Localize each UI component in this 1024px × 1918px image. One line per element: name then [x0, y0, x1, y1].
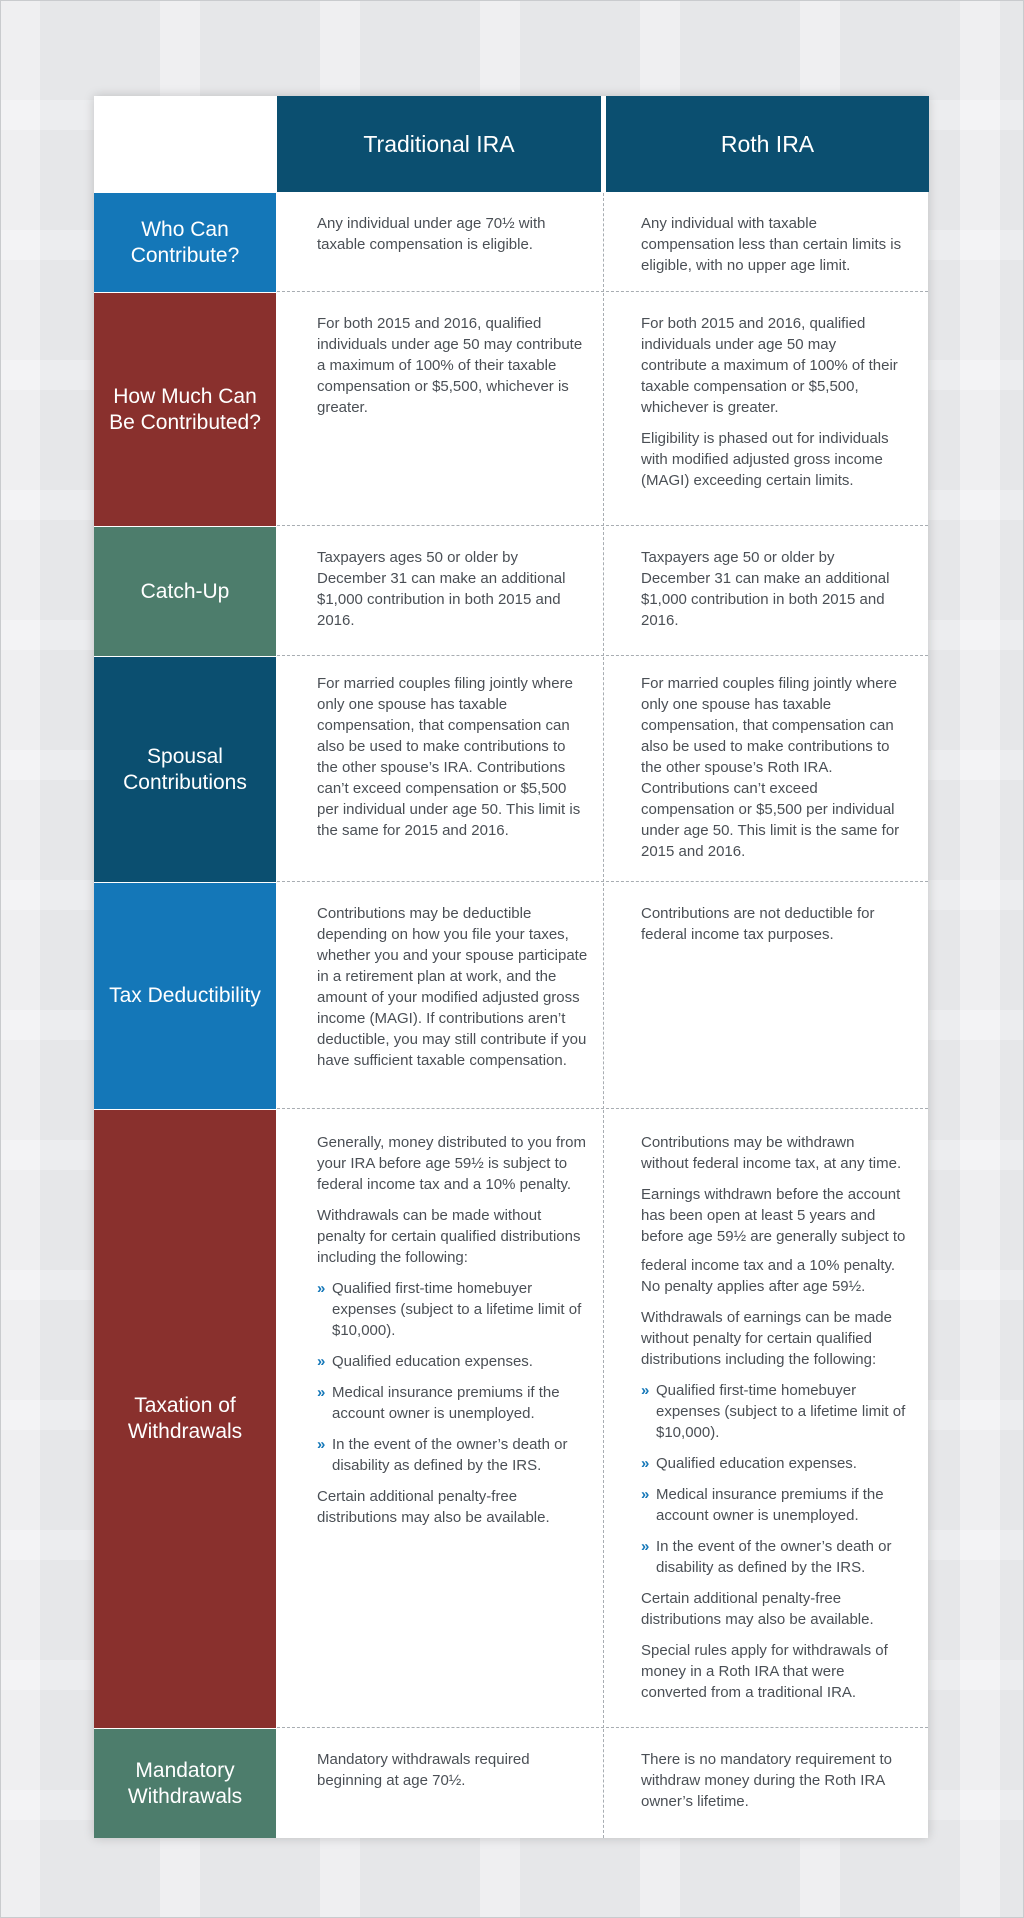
- chevron-right-icon: »: [317, 1353, 326, 1370]
- cell-roth: [605, 1729, 928, 1838]
- cell-text: There is no mandatory requirement to withdraw money during the Roth IRA owner’s lifetime.: [641, 1751, 892, 1810]
- cell-traditional: [277, 193, 604, 292]
- chevron-right-icon: »: [317, 1436, 326, 1453]
- cell-traditional: [277, 883, 604, 1109]
- cell-roth: [605, 657, 928, 882]
- row-label: Spousal Contributions: [94, 657, 276, 882]
- cell-text: Contributions are not deductible for federal income tax purposes.: [641, 905, 875, 943]
- row-label: How Much Can Be Contributed?: [94, 293, 276, 526]
- column-header-roth: Roth IRA: [606, 96, 929, 192]
- cell-text: For both 2015 and 2016, qualified individuals under age 50 may contribute a maximum of 100% of their taxable compensation or $5,500, whichever is greater.: [317, 315, 583, 416]
- cell-text: Earnings withdrawn before the account has been open at least 5 years and before age 59½ are generally subject to: [641, 1186, 906, 1245]
- cell-text: Any individual with taxable compensation less than certain limits is eligible, with no upper age limit.: [641, 215, 902, 274]
- list-item: » Qualified education expenses.: [641, 1455, 857, 1472]
- cell-text: Withdrawals can be made without penalty for certain qualified distributions including the following:: [317, 1207, 581, 1266]
- cell-traditional: [277, 657, 604, 882]
- cell-text: Special rules apply for withdrawals of money in a Roth IRA that were converted from a traditional IRA.: [641, 1642, 888, 1701]
- chevron-right-icon: »: [641, 1455, 650, 1472]
- row-label: Tax Deductibility: [94, 883, 276, 1109]
- bullet-list: [641, 1380, 906, 1578]
- cell-text: federal income tax and a 10% penalty. No penalty applies after age 59½.: [641, 1257, 896, 1295]
- row-divider: [277, 881, 928, 882]
- list-item: » In the event of the owner’s death or disability as defined by the IRS.: [641, 1538, 892, 1576]
- bullet-list: [317, 1278, 590, 1476]
- cell-roth: [605, 527, 928, 656]
- row-label: Who Can Contribute?: [94, 193, 276, 292]
- row-divider: [277, 525, 928, 526]
- cell-text: Contributions may be deductible depending on how you file your taxes, whether you and your spouse participate in a retirement plan at work, and the amount of your modified adjusted gross income (MAGI). If contributions aren’t deductible, you may still contribute if you have sufficient taxable compensation.: [317, 905, 588, 1069]
- cell-text: Any individual under age 70½ with taxable compensation is eligible.: [317, 215, 546, 253]
- chevron-right-icon: »: [641, 1486, 650, 1503]
- cell-roth: [605, 293, 928, 526]
- table-row-who-can-contribute: [94, 193, 928, 292]
- cell-traditional: [277, 527, 604, 656]
- row-divider: [277, 655, 928, 656]
- cell-text: Withdrawals of earnings can be made without penalty for certain qualified distributions including the following:: [641, 1309, 892, 1368]
- cell-traditional: [277, 1110, 604, 1728]
- chevron-right-icon: »: [317, 1280, 326, 1297]
- row-divider: [277, 1108, 928, 1109]
- row-divider: [277, 291, 928, 292]
- cell-text: Certain additional penalty-free distributions may also be available.: [317, 1488, 550, 1526]
- cell-text: Taxpayers ages 50 or older by December 31 can make an additional $1,000 contribution in both 2015 and 2016.: [317, 549, 566, 629]
- table-row-tax-deductibility: [94, 883, 928, 1109]
- cell-text: For both 2015 and 2016, qualified individuals under age 50 may contribute a maximum of 100% of their taxable compensation or $5,500, whichever is greater.: [641, 315, 898, 416]
- cell-text: For married couples filing jointly where only one spouse has taxable compensation, that compensation can also be used to make contributions to the other spouse’s Roth IRA. Contributions can’t exceed compensation or $5,500 per individual under age 50. This limit is the same for 2015 and 2016.: [641, 675, 900, 860]
- chevron-right-icon: »: [641, 1538, 650, 1555]
- table-row-mandatory-withdrawals: [94, 1729, 928, 1838]
- row-label: Catch-Up: [94, 527, 276, 656]
- list-item: » Medical insurance premiums if the account owner is unemployed.: [317, 1384, 560, 1422]
- table-row-how-much: [94, 293, 928, 526]
- chevron-right-icon: »: [641, 1382, 650, 1399]
- row-label: Mandatory Withdrawals: [94, 1729, 276, 1838]
- table-row-catch-up: [94, 527, 928, 656]
- cell-roth: [605, 193, 928, 292]
- row-label: Taxation of Withdrawals: [94, 1110, 276, 1728]
- list-item: » Qualified first-time homebuyer expenses (subject to a lifetime limit of $10,000).: [317, 1280, 582, 1339]
- cell-text: Generally, money distributed to you from your IRA before age 59½ is subject to federal income tax and a 10% penalty.: [317, 1134, 587, 1193]
- row-divider: [277, 1727, 928, 1728]
- table-row-spousal-contributions: [94, 657, 928, 882]
- cell-text: Certain additional penalty-free distributions may also be available.: [641, 1590, 874, 1628]
- cell-text: Taxpayers age 50 or older by December 31 can make an additional $1,000 contribution in both 2015 and 2016.: [641, 549, 890, 629]
- cell-traditional: [277, 293, 604, 526]
- cell-text: Mandatory withdrawals required beginning at age 70½.: [317, 1751, 530, 1789]
- cell-text: Contributions may be withdrawn without federal income tax, at any time.: [641, 1134, 902, 1172]
- chevron-right-icon: »: [317, 1384, 326, 1401]
- cell-roth: [605, 883, 928, 1109]
- cell-text: For married couples filing jointly where only one spouse has taxable compensation, that compensation can also be used to make contributions to the other spouse’s IRA. Contributions can’t exceed compensation or $5,500 per individual under age 50. This limit is the same for 2015 and 2016.: [317, 675, 581, 839]
- list-item: » Medical insurance premiums if the account owner is unemployed.: [641, 1486, 884, 1524]
- cell-text: Eligibility is phased out for individuals with modified adjusted gross income (MAGI) exceeding certain limits.: [641, 430, 889, 489]
- table-row-taxation-of-withdrawals: [94, 1110, 928, 1728]
- list-item: » Qualified education expenses.: [317, 1353, 533, 1370]
- column-header-traditional: Traditional IRA: [277, 96, 601, 192]
- list-item: » In the event of the owner’s death or disability as defined by the IRS.: [317, 1436, 568, 1474]
- cell-traditional: [277, 1729, 604, 1838]
- cell-roth: [605, 1110, 928, 1728]
- list-item: » Qualified first-time homebuyer expenses (subject to a lifetime limit of $10,000).: [641, 1382, 906, 1441]
